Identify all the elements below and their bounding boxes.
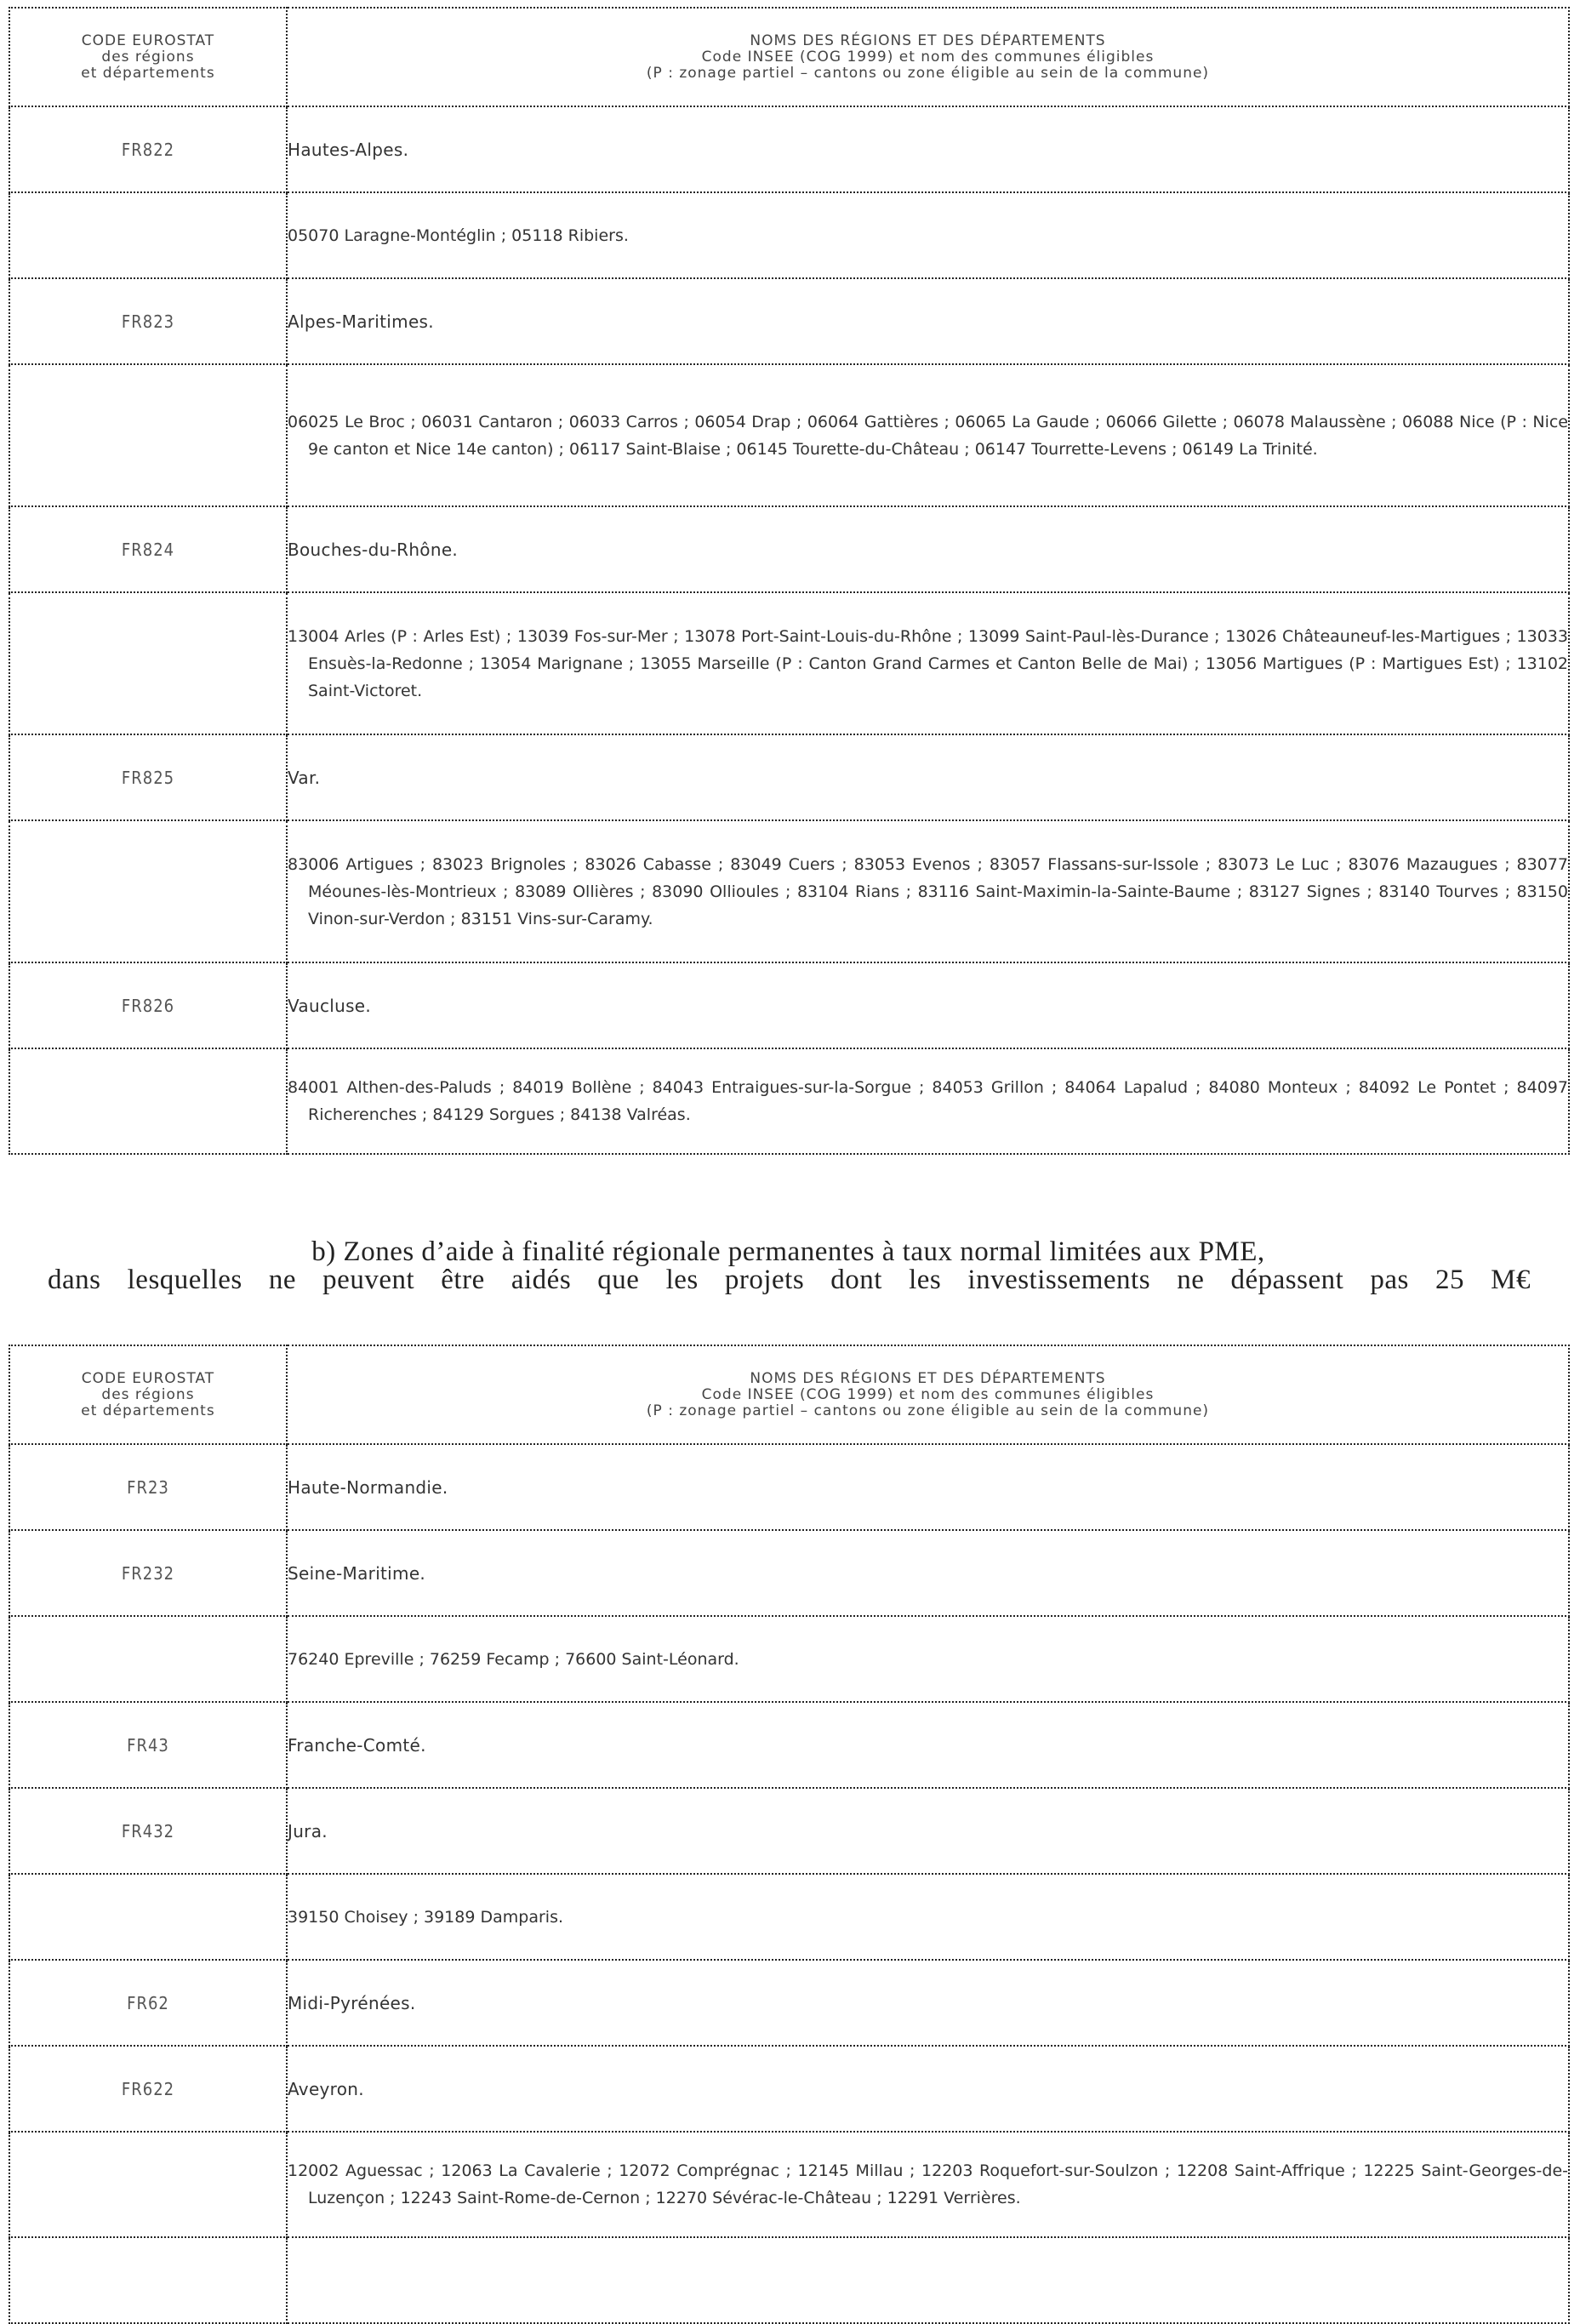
- communes-text: 84001 Althen-des-Paluds ; 84019 Bollène ; 84043 Entraigues-sur-la-Sorgue ; 84053 Grillon ; 84064 Lapalud ; 84080 Monteux ; 84092 Le Pontet ; 84097 Richerenches ; 84129 Sorgues ; 84138 Valréas.: [288, 1078, 1568, 1124]
- communes-text: 13004 Arles (P : Arles Est) ; 13039 Fos-sur-Mer ; 13078 Port-Saint-Louis-du-Rhône ; 13099 Saint-Paul-lès-Durance ; 13026 Châteauneuf-les-Martigues ; 13033 Ensuès-la-Redonne ; 13054 Marignane ; 13055 Marseille (P : Canton Grand Carmes et Canton Belle de Mai) ; 13056 Martigues (P : Martigues Est) ; 13102 Saint-Victoret.: [288, 626, 1568, 700]
- eligible-zones-table-1: [9, 7, 1570, 1155]
- communes-list: [287, 592, 1569, 734]
- table-row: [9, 364, 1569, 506]
- section-b-heading-line-1: b) Zones d’aide à finalité régionale permanentes à taux normal limitées aux PME,: [311, 1236, 1265, 1267]
- table-row: [9, 2046, 1569, 2132]
- eurostat-code: FR826: [9, 962, 287, 1048]
- table-row: [9, 1960, 1569, 2046]
- department-name: Aveyron.: [287, 2046, 1569, 2132]
- department-name: Var.: [287, 734, 1569, 820]
- header-code-column: [9, 8, 287, 106]
- eurostat-code: [9, 1874, 287, 1960]
- table-row: [9, 1616, 1569, 1702]
- table-row: [9, 2237, 1569, 2323]
- header-name-column: [287, 8, 1569, 106]
- header-name-line: (P : zonage partiel – cantons ou zone éligible au sein de la commune): [646, 1402, 1210, 1419]
- header-name-column: [287, 1345, 1569, 1444]
- table-row: [9, 820, 1569, 962]
- header-code-line: et départements: [81, 1402, 215, 1419]
- header-name-line: Code INSEE (COG 1999) et nom des communes éligibles: [701, 1385, 1155, 1403]
- communes-list: [287, 1874, 1569, 1960]
- table-row: [9, 2132, 1569, 2237]
- communes-text: 05070 Laragne-Montéglin ; 05118 Ribiers.: [288, 226, 629, 245]
- table-row: [9, 962, 1569, 1048]
- communes-list: [287, 1048, 1569, 1154]
- table-header-row: [9, 8, 1569, 106]
- eurostat-code: [9, 2237, 287, 2323]
- header-name-line: NOMS DES RÉGIONS ET DES DÉPARTEMENTS: [750, 1369, 1106, 1387]
- header-name-line: NOMS DES RÉGIONS ET DES DÉPARTEMENTS: [750, 31, 1106, 49]
- region-name: Haute-Normandie.: [287, 1444, 1569, 1530]
- department-name: Alpes-Maritimes.: [287, 278, 1569, 364]
- table-row: [9, 1702, 1569, 1788]
- communes-list: [287, 192, 1569, 278]
- communes-text: 06025 Le Broc ; 06031 Cantaron ; 06033 Carros ; 06054 Drap ; 06064 Gattières ; 06065 La Gaude ; 06066 Gilette ; 06078 Malaussène ; 06088 Nice (P : Nice 9e canton et Nice 14e canton) ; 06117 Saint-Blaise ; 06145 Tourette-du-Château ; 06147 Tourrette-Levens ; 06149 La Trinité.: [288, 412, 1568, 459]
- department-name: [287, 2237, 1569, 2323]
- section-b-heading-line-2: dans lesquelles ne peuvent être aidés que les projets dont les investissements ne dépassent pas 25 M€: [48, 1265, 1531, 1295]
- header-code-column: [9, 1345, 287, 1444]
- table-row: [9, 1788, 1569, 1874]
- table-row: [9, 506, 1569, 592]
- communes-text: 39150 Choisey ; 39189 Damparis.: [288, 1907, 564, 1927]
- table-row: [9, 592, 1569, 734]
- communes-text: 12002 Aguessac ; 12063 La Cavalerie ; 12072 Comprégnac ; 12145 Millau ; 12203 Roquefort-sur-Soulzon ; 12208 Saint-Affrique ; 12225 Saint-Georges-de-Luzençon ; 12243 Saint-Rome-de-Cernon ; 12270 Sévérac-le-Château ; 12291 Verrières.: [288, 2161, 1568, 2207]
- header-name-line: (P : zonage partiel – cantons ou zone éligible au sein de la commune): [646, 64, 1210, 82]
- section-b-heading: [9, 1238, 1568, 1294]
- table-row: [9, 734, 1569, 820]
- communes-list: [287, 2132, 1569, 2237]
- eurostat-code: FR43: [9, 1702, 287, 1788]
- table-row: [9, 1530, 1569, 1616]
- table-row: [9, 278, 1569, 364]
- region-name: Midi-Pyrénées.: [287, 1960, 1569, 2046]
- communes-list: [287, 820, 1569, 962]
- department-name: Vaucluse.: [287, 962, 1569, 1048]
- eurostat-code: [9, 1048, 287, 1154]
- eurostat-code: FR823: [9, 278, 287, 364]
- eurostat-code: FR824: [9, 506, 287, 592]
- communes-text: 83006 Artigues ; 83023 Brignoles ; 83026 Cabasse ; 83049 Cuers ; 83053 Evenos ; 83057 Flassans-sur-Issole ; 83073 Le Luc ; 83076 Mazaugues ; 83077 Méounes-lès-Montrieux ; 83089 Ollières ; 83090 Ollioules ; 83104 Rians ; 83116 Saint-Maximin-la-Sainte-Baume ; 83127 Signes ; 83140 Tourves ; 83150 Vinon-sur-Verdon ; 83151 Vins-sur-Caramy.: [288, 854, 1568, 928]
- table-row: [9, 106, 1569, 192]
- header-name-line: Code INSEE (COG 1999) et nom des communes éligibles: [701, 48, 1155, 66]
- table-row: [9, 1444, 1569, 1530]
- eurostat-code: [9, 192, 287, 278]
- department-name: Hautes-Alpes.: [287, 106, 1569, 192]
- eurostat-code: [9, 2132, 287, 2237]
- region-name: Franche-Comté.: [287, 1702, 1569, 1788]
- department-name: Seine-Maritime.: [287, 1530, 1569, 1616]
- eurostat-code: FR622: [9, 2046, 287, 2132]
- header-code-line: CODE EUROSTAT: [81, 31, 215, 49]
- communes-text: 76240 Epreville ; 76259 Fecamp ; 76600 Saint-Léonard.: [288, 1649, 739, 1669]
- communes-list: [287, 1616, 1569, 1702]
- table-row: [9, 192, 1569, 278]
- eurostat-code: [9, 592, 287, 734]
- department-name: Bouches-du-Rhône.: [287, 506, 1569, 592]
- header-code-line: des régions: [101, 48, 195, 66]
- table-row: [9, 1874, 1569, 1960]
- header-code-line: et départements: [81, 64, 215, 82]
- eurostat-code: FR62: [9, 1960, 287, 2046]
- table-header-row: [9, 1345, 1569, 1444]
- communes-list: [287, 364, 1569, 506]
- eurostat-code: [9, 1616, 287, 1702]
- eurostat-code: FR822: [9, 106, 287, 192]
- eurostat-code: [9, 364, 287, 506]
- eurostat-code: FR23: [9, 1444, 287, 1530]
- eurostat-code: [9, 820, 287, 962]
- eligible-zones-table-2: [9, 1345, 1570, 2324]
- table-row: [9, 1048, 1569, 1154]
- header-code-line: CODE EUROSTAT: [81, 1369, 215, 1387]
- header-code-line: des régions: [101, 1385, 195, 1403]
- eurostat-code: FR432: [9, 1788, 287, 1874]
- eurostat-code: FR825: [9, 734, 287, 820]
- department-name: Jura.: [287, 1788, 1569, 1874]
- eurostat-code: FR232: [9, 1530, 287, 1616]
